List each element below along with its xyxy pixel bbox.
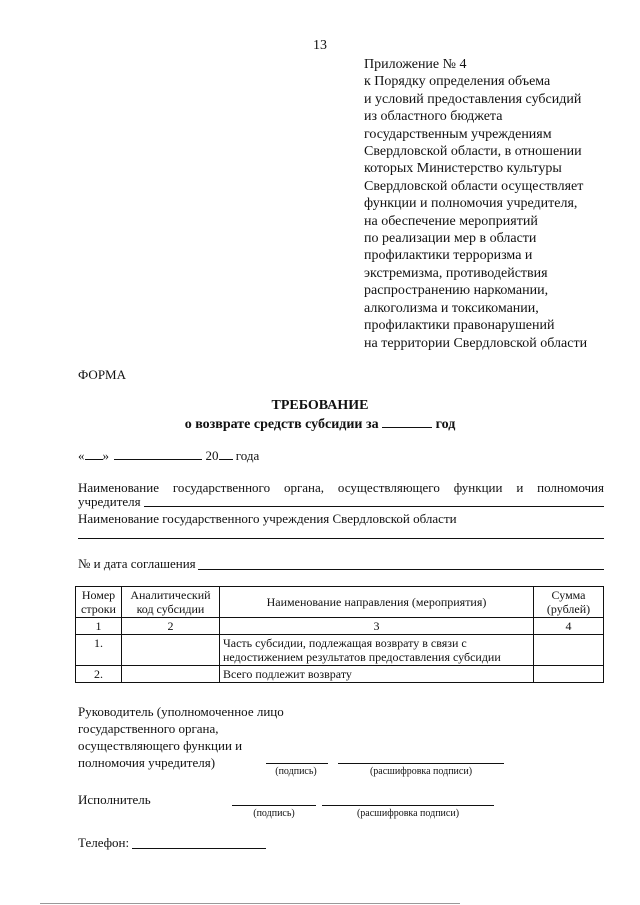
appendix-line: профилактики терроризма и	[364, 248, 533, 264]
appendix-line: экстремизма, противодействия	[364, 265, 548, 281]
month-blank[interactable]	[114, 448, 202, 460]
table-number-row	[76, 618, 604, 635]
head-label-line: Руководитель (уполномоченное лицо	[78, 704, 284, 719]
quote-close: »	[102, 448, 109, 463]
head-label-line: полномочия учредителя)	[78, 755, 216, 770]
year-blank[interactable]	[382, 416, 432, 428]
appendix-line: алкоголизма и токсикомании,	[364, 300, 539, 316]
subtitle-year-word: год	[435, 417, 456, 432]
column-header: Аналитический код субсидии	[121, 587, 219, 618]
form-label: ФОРМА	[78, 367, 126, 382]
code-cell[interactable]	[121, 666, 219, 683]
agreement-label: № и дата соглашения	[78, 556, 196, 571]
appendix-header	[364, 56, 634, 352]
column-number: 3	[219, 618, 533, 635]
head-sign-caption: (подпись)	[275, 766, 317, 777]
row-number: 2.	[76, 666, 122, 683]
executor-sign-caption: (подпись)	[253, 808, 295, 819]
quote-open: «	[78, 448, 85, 463]
institution-label: Наименование государственного учреждения Свердловской области	[78, 511, 457, 526]
founder-label-cont: учредителя	[78, 494, 141, 509]
row-number: 1.	[76, 635, 122, 666]
executor-decode-field[interactable]	[322, 805, 494, 806]
appendix-line: по реализации мер в области	[364, 231, 537, 247]
sum-cell[interactable]	[534, 666, 604, 683]
column-header: Номер строки	[76, 587, 122, 618]
phone-field[interactable]	[132, 848, 266, 849]
appendix-line: Приложение № 4	[364, 57, 467, 72]
phone-label: Телефон:	[78, 835, 130, 850]
year-prefix: 20	[205, 448, 219, 463]
head-label-line: государственного органа,	[78, 721, 219, 736]
sum-cell[interactable]	[534, 635, 604, 666]
day-blank[interactable]	[85, 448, 103, 460]
founder-label: Наименование государственного органа, осуществляющего функции и полномочия	[78, 480, 604, 495]
founder-field[interactable]	[144, 506, 604, 507]
appendix-line: к Порядку определения объема	[364, 74, 551, 90]
date-suffix: года	[235, 448, 260, 463]
appendix-line: профилактики правонарушений	[364, 318, 555, 334]
appendix-line: и условий предоставления субсидий	[364, 91, 582, 107]
table-row	[76, 666, 604, 683]
head-decode-caption: (расшифровка подписи)	[369, 766, 473, 777]
appendix-line: на обеспечение мероприятий	[364, 213, 538, 229]
appendix-line: которых Министерство культуры	[364, 161, 562, 177]
refund-table	[75, 586, 604, 683]
agreement-field[interactable]	[198, 569, 604, 570]
column-header: Сумма (рублей)	[534, 587, 604, 618]
appendix-line: функции и полномочия учредителя,	[364, 196, 578, 212]
column-number: 4	[534, 618, 604, 635]
appendix-line: распространению наркомании,	[364, 283, 549, 299]
document-subtitle	[0, 416, 640, 433]
head-label-line: осуществляющего функции и	[78, 738, 243, 753]
page-number: 13	[313, 38, 327, 53]
appendix-line: государственным учреждениям	[364, 126, 552, 142]
name-cell: Часть субсидии, подлежащая возврату в связи с недостижением результатов предоставления субсидии	[219, 635, 533, 666]
column-header: Наименование направления (мероприятия)	[219, 587, 533, 618]
subtitle-text: о возврате средств субсидии за	[184, 417, 379, 432]
page-bottom-rule	[40, 903, 460, 904]
table-header-row	[76, 587, 604, 618]
head-signature-field[interactable]	[266, 763, 328, 764]
head-signature-label	[78, 703, 284, 771]
column-number: 1	[76, 618, 122, 635]
head-decode-field[interactable]	[338, 763, 504, 764]
institution-field[interactable]	[78, 538, 604, 539]
appendix-line: на территории Свердловской области	[364, 335, 588, 351]
executor-decode-caption: (расшифровка подписи)	[356, 808, 460, 819]
column-number: 2	[121, 618, 219, 635]
name-cell: Всего подлежит возврату	[219, 666, 533, 683]
executor-signature-field[interactable]	[232, 805, 316, 806]
document-title: ТРЕБОВАНИЕ	[271, 398, 369, 413]
appendix-line: из областного бюджета	[364, 109, 503, 125]
table-row	[76, 635, 604, 666]
appendix-line: Свердловской области, в отношении	[364, 144, 582, 160]
year-suffix-blank[interactable]	[219, 448, 233, 460]
appendix-line: Свердловской области осуществляет	[364, 178, 584, 194]
date-line	[78, 448, 259, 464]
code-cell[interactable]	[121, 635, 219, 666]
executor-label: Исполнитель	[78, 792, 151, 807]
